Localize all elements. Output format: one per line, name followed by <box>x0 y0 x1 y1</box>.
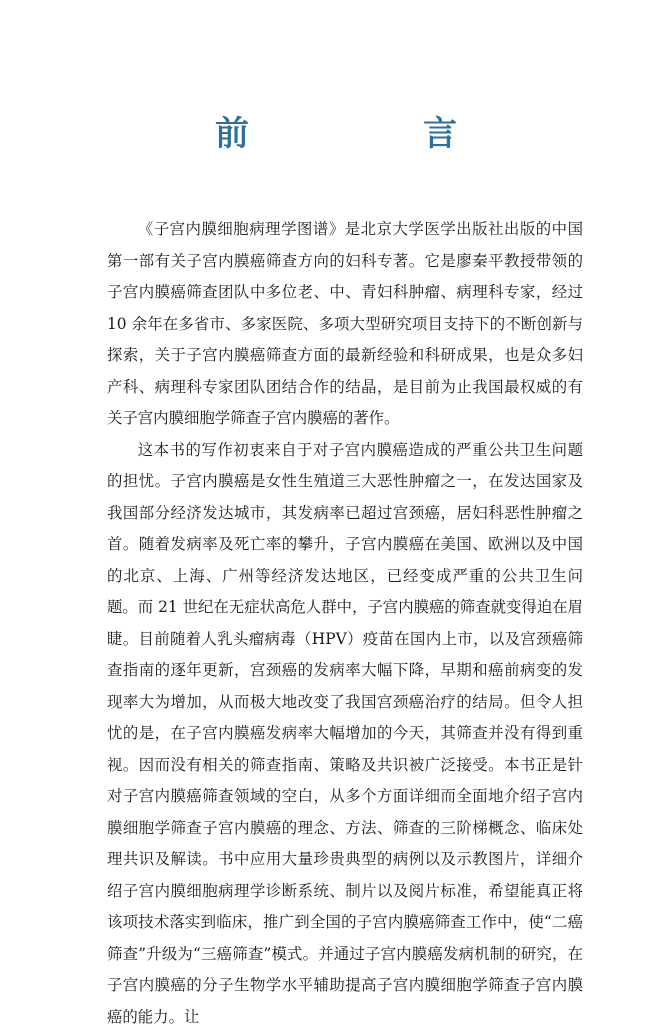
page-title: 前 言 <box>0 108 672 160</box>
paragraph-2: 这本书的写作初衷来自于对子宫内膜癌造成的严重公共卫生问题的担忧。子宫内膜癌是女性生殖道三大恶性肿瘤之一，在发达国家及我国部分经济发达城市，其发病率已超过宫颈癌，居妇科恶性肿瘤之首。随着发病率及死亡率的攀升，子宫内膜癌在美国、欧洲以及中国的北京、上海、广州等经济发达地区，已经变成严重的公共卫生问题。而 21 世纪在无症状高危人群中，子宫内膜癌的筛查就变得迫在眉睫。目前随着人乳头瘤病毒（HPV）疫苗在国内上市，以及宫颈癌筛查指南的逐年更新，宫颈癌的发病率大幅下降，早期和癌前病变的发现率大为增加，从而极大地改变了我国宫颈癌治疗的结局。但令人担忧的是，在子宫内膜癌发病率大幅增加的今天，其筛查并没有得到重视。因而没有相关的筛查指南、策略及共识被广泛接受。本书正是针对子宫内膜癌筛查领域的空白，从多个方面详细而全面地介绍子宫内膜细胞学筛查子宫内膜癌的理念、方法、筛查的三阶梯概念、临床处理共识及解读。书中应用大量珍贵典型的病例以及示教图片，详细介绍子宫内膜细胞病理学诊断系统、制片以及阅片标准，希望能真正将该项技术落实到临床，推广到全国的子宫内膜癌筛查工作中，使“二癌筛查”升级为“三癌筛查”模式。并通过子宫内膜癌发病机制的研究，在子宫内膜癌的分子生物学水平辅助提高子宫内膜细胞学筛查子宫内膜癌的能力。让 <box>107 435 583 1033</box>
body-text <box>107 214 583 1033</box>
paragraph-1: 《子宫内膜细胞病理学图谱》是北京大学医学出版社出版的中国第一部有关子宫内膜癌筛查方向的妇科专著。它是廖秦平教授带领的子宫内膜癌筛查团队中多位老、中、青妇科肿瘤、病理科专家，经过 10 余年在多省市、多家医院、多项大型研究项目支持下的不断创新与探索，关于子宫内膜癌筛查方面的最新经验和科研成果，也是众多妇产科、病理科专家团队团结合作的结晶，是目前为止我国最权威的有关子宫内膜细胞学筛查子宫内膜癌的著作。 <box>107 214 583 435</box>
